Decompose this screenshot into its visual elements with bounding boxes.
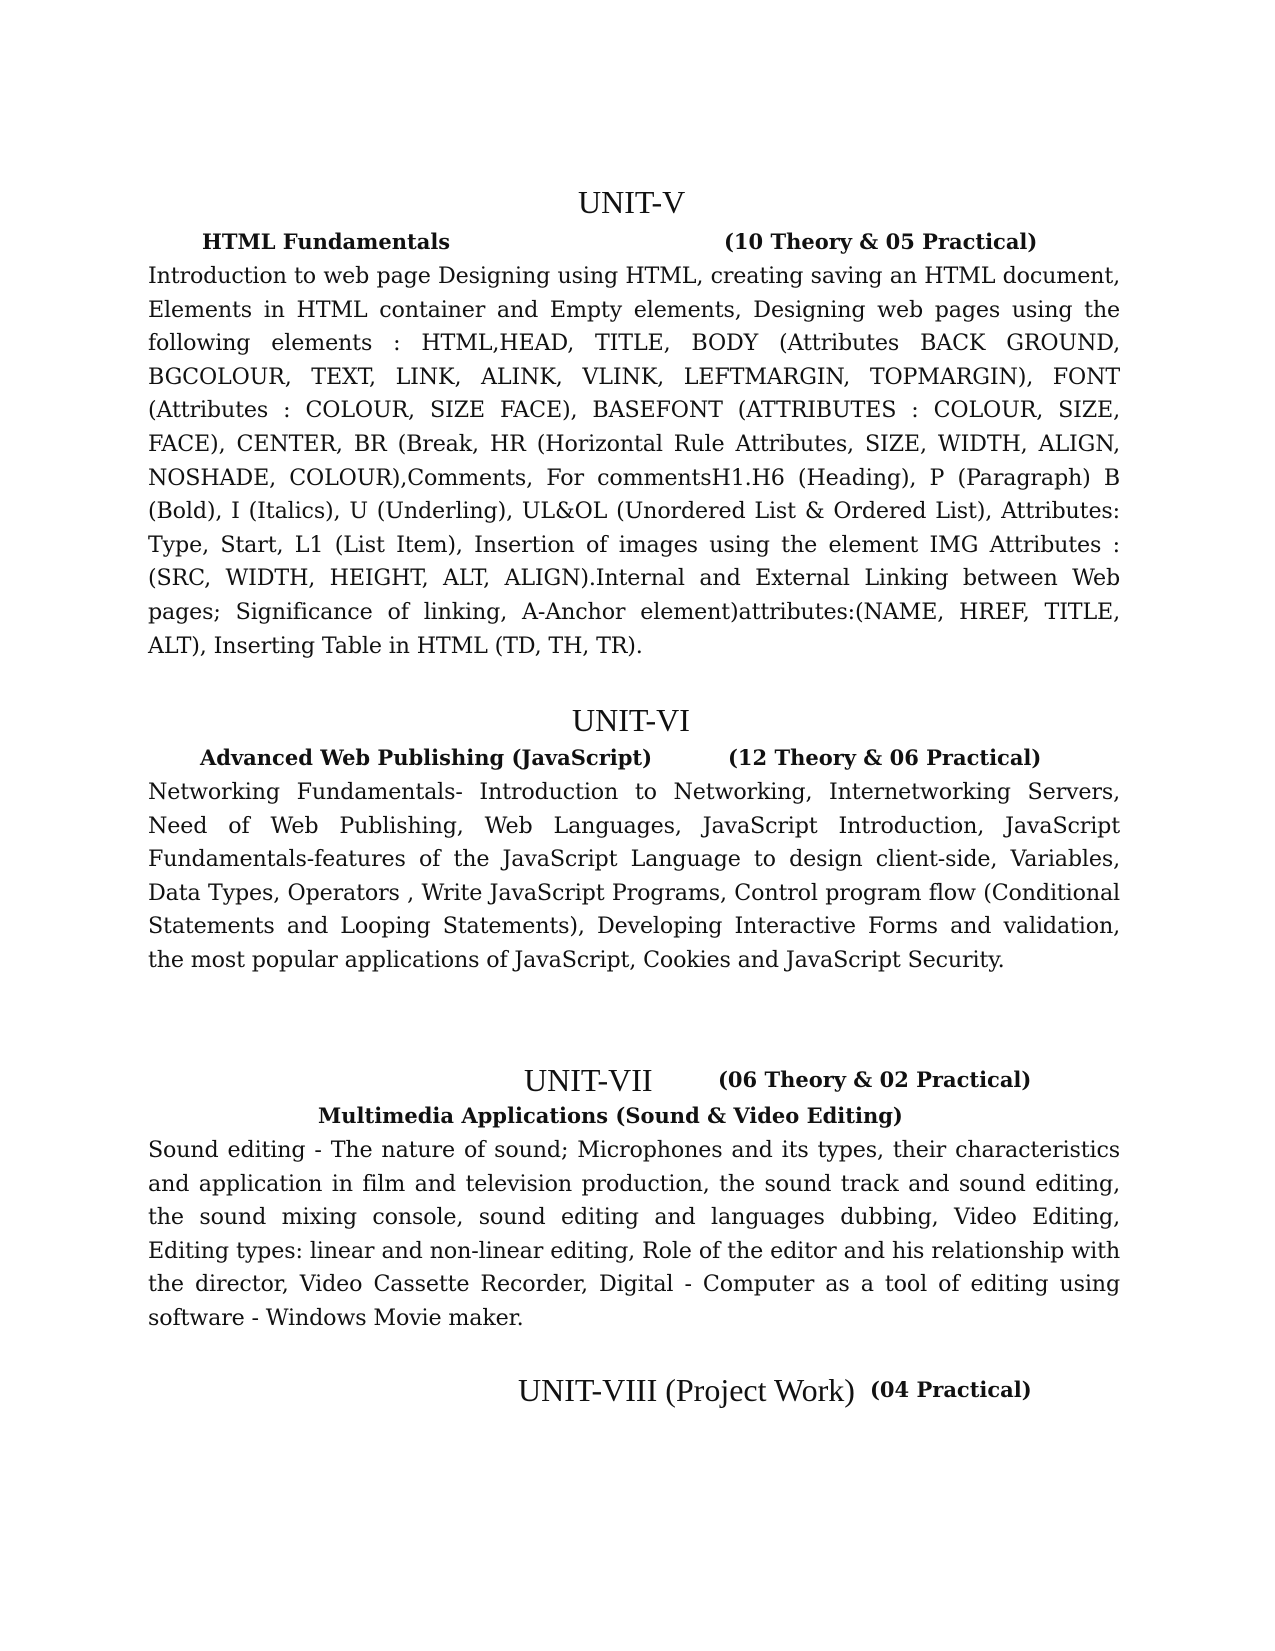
unit-8-title: UNIT-VIII (Project Work) bbox=[518, 1372, 855, 1408]
unit-5-subject: HTML Fundamentals bbox=[202, 229, 451, 254]
unit-7-subject: Multimedia Applications (Sound & Video Editing) bbox=[318, 1103, 903, 1128]
unit-5-body: Introduction to web page Designing using HTML, creating saving an HTML document, Elements in HTML container and Empty elements, Designing web pages using the following elements : HTML,HEAD, TITLE, BODY (Attributes BACK GROUND, BGCOLOUR, TEXT, LINK, ALINK, VLINK, LEFTMARGIN, TOPMARGIN), FONT (Attributes : COLOUR, SIZE FACE), BASEFONT (ATTRIBUTES : COLOUR, SIZE, FACE), CENTER, BR (Break, HR (Horizontal Rule Attributes, SIZE, WIDTH, ALIGN, NOSHADE, COLOUR),Comments, For commentsH1.H6 (Heading), P (Paragraph) B (Bold), I (Italics), U (Underling), UL&OL (Unordered List & Ordered List), Attributes: Type, Start, L1 (List Item), Insertion of images using the element IMG Attributes :(SRC, WIDTH, HEIGHT, ALT, ALIGN).Internal and External Linking between Web pages; Significance of linking, A-Anchor element)attributes:(NAME, HREF, TITLE, ALT), Inserting Table in HTML (TD, TH, TR). bbox=[148, 263, 1120, 659]
unit-8-hours: (04 Practical) bbox=[870, 1377, 1032, 1402]
unit-6-subject: Advanced Web Publishing (JavaScript) bbox=[200, 745, 653, 770]
unit-5-hours: (10 Theory & 05 Practical) bbox=[724, 229, 1038, 254]
unit-6-hours: (12 Theory & 06 Practical) bbox=[728, 745, 1042, 770]
unit-7-body: Sound editing - The nature of sound; Microphones and its types, their characteristics and application in film and television production, the sound track and sound editing, the sound mixing console, sound editing and languages dubbing, Video Editing, Editing types: linear and non-linear editing, Role of the editor and his relationship with the director, Video Cassette Recorder, Digital - Computer as a tool of editing using software - Windows Movie maker. bbox=[148, 1137, 1120, 1331]
unit-7-title: UNIT-VII bbox=[524, 1062, 653, 1098]
unit-7-hours: (06 Theory & 02 Practical) bbox=[718, 1067, 1032, 1092]
unit-6-title: UNIT-VI bbox=[572, 702, 690, 738]
unit-6-body: Networking Fundamentals- Introduction to Networking, Internetworking Servers, Need of Web Publishing, Web Languages, JavaScript Introduction, JavaScript Fundamentals-features of the JavaScript Language to design client-side, Variables, Data Types, Operators , Write JavaScript Programs, Control program flow (Conditional Statements and Looping Statements), Developing Interactive Forms and validation, the most popular applications of JavaScript, Cookies and JavaScript Security. bbox=[148, 779, 1120, 973]
unit-5-title: UNIT-V bbox=[578, 184, 686, 220]
